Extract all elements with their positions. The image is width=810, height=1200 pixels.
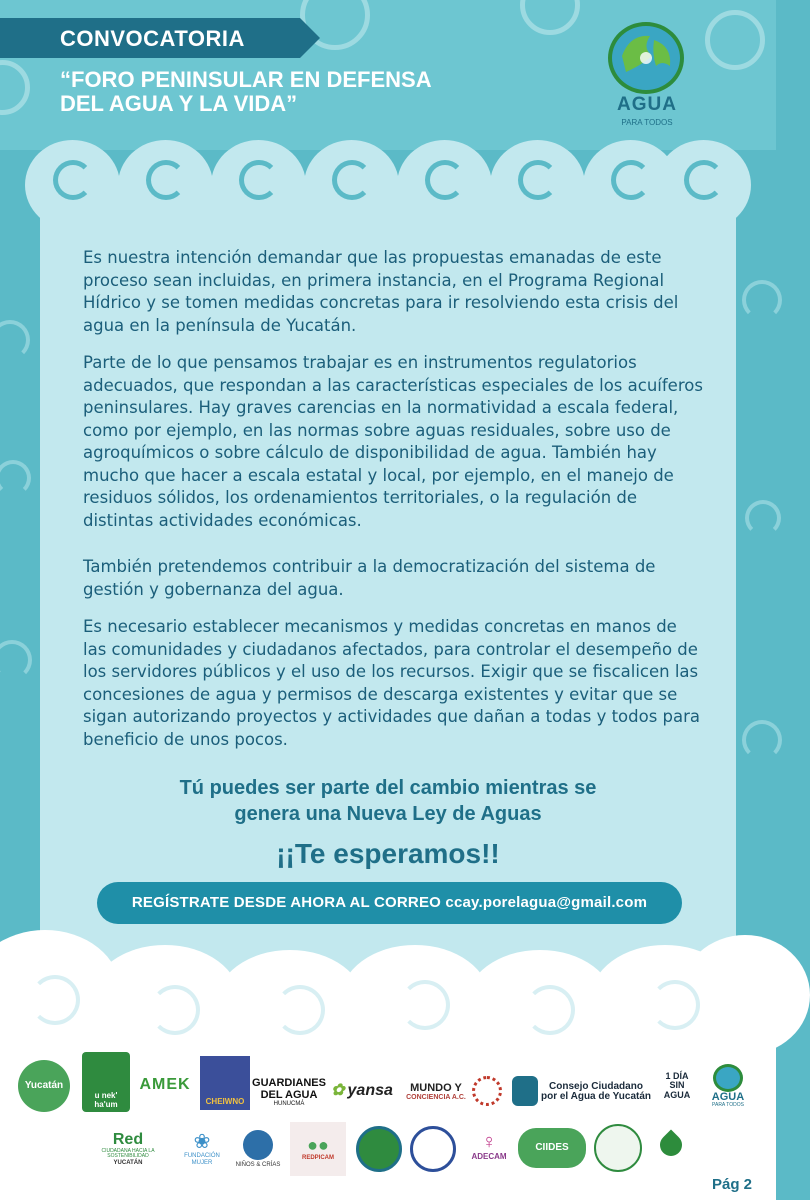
- sponsor-unekhaum-logo: [82, 1052, 130, 1112]
- sponsor-ccay-label: Consejo Ciudadano por el Agua de Yucatán: [540, 1080, 652, 1102]
- wave-swirl: [397, 140, 492, 230]
- cta-line-2: genera una Nueva Ley de Aguas: [234, 803, 542, 825]
- sponsor-dia-sin-agua-logo: [660, 1058, 694, 1114]
- sponsor-adecam-label: ADECAM: [471, 1152, 507, 1162]
- wave-border-top: [0, 140, 776, 230]
- swirl-decoration: [275, 985, 325, 1035]
- sponsor-unekhaum-label: u nek' ha'um: [94, 1091, 118, 1109]
- page-number: Pág 2: [712, 1176, 753, 1193]
- sponsor-guardianes-label: GUARDIANES DEL AGUA: [252, 1077, 326, 1101]
- sponsor-cheiwno-logo: [200, 1056, 250, 1110]
- swirl-decoration: [742, 280, 782, 320]
- swirl-decoration: [0, 320, 30, 360]
- sponsor-ccay-logo: [540, 1076, 652, 1108]
- sponsor-yansa-label: yansa: [347, 1081, 393, 1099]
- cta-headline: ¡¡Te esperamos!!: [276, 838, 500, 869]
- wave-swirl: [490, 140, 585, 230]
- swirl-decoration: [742, 720, 782, 760]
- swirl-decoration: [400, 980, 450, 1030]
- water-drop-icon: [655, 1129, 686, 1160]
- logo-name: AGUA: [617, 94, 677, 115]
- people-icon: ●●: [307, 1135, 329, 1156]
- sponsor-cheiwno-label: CHEIWNO: [205, 1096, 245, 1106]
- swirl-decoration: [30, 975, 80, 1025]
- sponsor-ccay-emblem-icon: [512, 1076, 538, 1106]
- sponsor-guardianes-sub: HUNUCMÁ: [273, 1101, 305, 1108]
- sponsor-yucatan-label: Yucatán: [24, 1079, 64, 1091]
- swirl-decoration: [0, 460, 31, 496]
- paragraph-3: También pretendemos contribuir a la democratización del sistema de gestión y gobernanza del agua.: [83, 557, 656, 599]
- sponsor-dia-sin-agua-label: 1 DÍA SIN AGUA: [663, 1070, 691, 1100]
- cloud-decoration: [680, 935, 810, 1055]
- sponsor-circle-emblem-1: [356, 1126, 402, 1172]
- lotus-icon: ❀: [193, 1131, 211, 1154]
- sponsor-ciides-label: CIIDES: [535, 1141, 569, 1153]
- sponsor-circle-emblem-3: [594, 1124, 642, 1172]
- globe-icon: [608, 22, 684, 94]
- convocatoria-label: CONVOCATORIA: [60, 26, 245, 51]
- sponsor-guardianes-logo: [252, 1072, 326, 1114]
- swirl-decoration: [0, 640, 32, 680]
- sponsor-apt-sub: PARA TODOS: [712, 1102, 744, 1109]
- sponsor-yansa-logo: [326, 1078, 398, 1104]
- sponsor-mundo-conciencia-logo: [402, 1074, 470, 1110]
- leaf-icon: ✿: [331, 1081, 345, 1099]
- sponsor-ninos-label: NIÑOS & CRÍAS: [235, 1161, 281, 1168]
- sponsor-amek-label: AMEK: [139, 1075, 191, 1093]
- sponsor-ciides-logo: [518, 1128, 586, 1168]
- small-globe-icon: [713, 1064, 743, 1092]
- wave-swirl: [211, 140, 306, 230]
- agua-para-todos-logo: [598, 22, 696, 130]
- sponsor-red-ciudadana-logo: [88, 1126, 168, 1172]
- swirl-decoration: [745, 500, 781, 536]
- wave-swirl: [304, 140, 399, 230]
- mandala-icon: [472, 1076, 502, 1106]
- wave-swirl: [118, 140, 213, 230]
- sponsor-red-place: YUCATÁN: [113, 1159, 143, 1166]
- swirl-decoration: [150, 985, 200, 1035]
- female-symbol-icon: ♀: [481, 1131, 497, 1154]
- sponsor-redpicam-label: REDPICAM: [301, 1155, 334, 1162]
- sponsor-mundo-sub: CONCIENCIA A.C.: [406, 1094, 466, 1102]
- globe-icon: [243, 1130, 273, 1160]
- event-title: [60, 68, 530, 116]
- event-title-line-1: “FORO PENINSULAR EN DEFENSA: [60, 67, 432, 92]
- people-globe-icon: [612, 26, 680, 90]
- sponsor-yucatan-logo: [18, 1060, 70, 1112]
- logo-tagline: PARA TODOS: [621, 118, 673, 127]
- sponsor-red-sub: CIUDADANA HACIA LA SOSTENIBILIDAD: [101, 1148, 155, 1160]
- swirl-decoration: [525, 985, 575, 1035]
- register-email-button[interactable]: REGÍSTRATE DESDE AHORA AL CORREO ccay.porelagua@gmail.com: [97, 882, 682, 924]
- sponsor-agua-para-todos-logo: [700, 1060, 756, 1112]
- sponsor-fundacion-mujer-logo: [176, 1124, 228, 1174]
- sponsor-circle-emblem-2: [410, 1126, 456, 1172]
- sponsor-amek-logo: [140, 1060, 190, 1110]
- paragraph-2: Parte de lo que pensamos trabajar es en instrumentos regulatorios adecuados, que respondan a las características especiales de los acuíferos peninsulares. Hay graves carencias en la normatividad a escala federal, como por ejemplo, en las normas sobre aguas residuales, sobre uso de agroquímicos o sobre cálculo de disponibilidad de agua. También hay mucho que hacer a escala estatal y local, por ejemplo, en el manejo de residuos sólidos, los ordenamientos territoriales, o la regulación de distintas actividades económicas.: [83, 353, 703, 530]
- sponsor-apt-label: AGUA: [711, 1090, 745, 1103]
- sponsor-mundo-label: MUNDO Y: [410, 1081, 462, 1094]
- paragraph-4: Es necesario establecer mecanismos y medidas concretas en manos de las comunidades y ciudadanos afectados, para controlar el desempeño de los servidores públicos y el uso de los recursos. Exigir que se fiscalicen las concesiones de agua y permisos de descarga existentes y evitar que se sigan autorizando proyectos y actividades que dañan a todas y todos para beneficio de unos pocos.: [83, 617, 701, 749]
- wave-swirl: [25, 140, 120, 230]
- cta-line-1: Tú puedes ser parte del cambio mientras se: [179, 777, 597, 799]
- sponsor-waterdrop-emblem: [650, 1120, 692, 1170]
- sponsor-adecam-logo: [464, 1118, 514, 1176]
- sponsor-fundacion-label: FUNDACIÓN MUJER: [184, 1153, 220, 1166]
- sponsor-ninos-crias-logo: [232, 1122, 284, 1176]
- event-title-line-2: DEL AGUA Y LA VIDA”: [60, 91, 298, 116]
- wave-swirl: [656, 140, 751, 230]
- sponsor-redpicam-logo: [290, 1122, 346, 1176]
- paragraph-1: Es nuestra intención demandar que las propuestas emanadas de este proceso sean incluidas, en primera instancia, en el Programa Regional Hídrico y se tomen medidas concretas para ir resolviendo esta crisis del agua en la península de Yucatán.: [83, 248, 679, 335]
- swirl-decoration: [705, 10, 765, 70]
- swirl-decoration: [650, 980, 700, 1030]
- sponsor-red-label: Red: [112, 1131, 144, 1149]
